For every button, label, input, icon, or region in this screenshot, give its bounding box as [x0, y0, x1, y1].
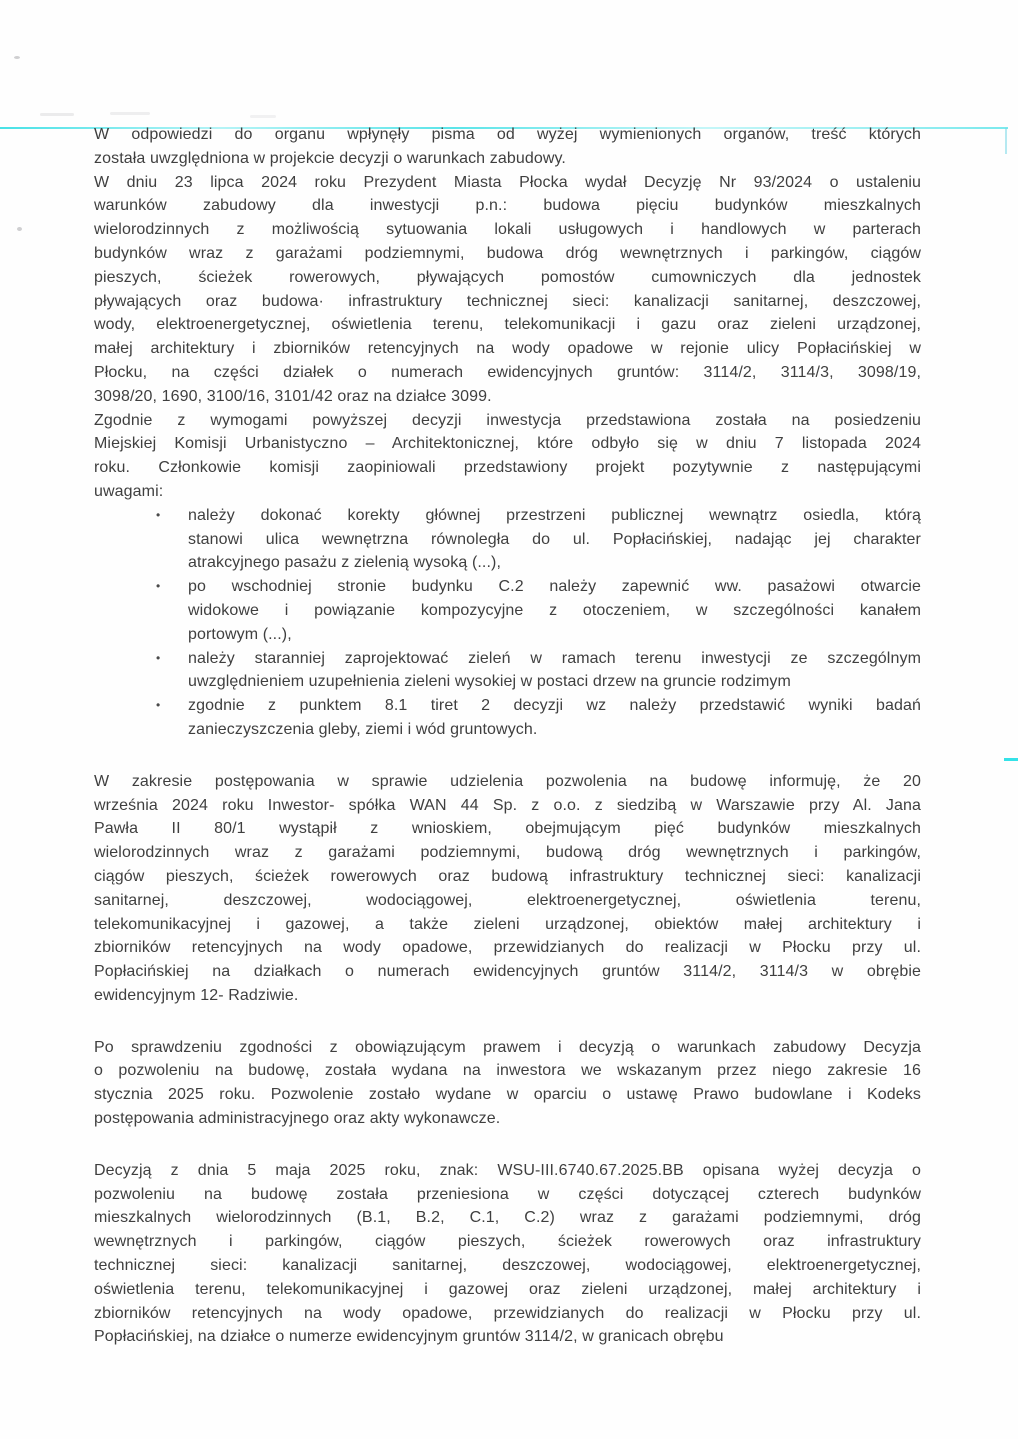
text-line: pieszych, ścieżek rowerowych, pływających pomostów cumowniczych dla jednostek	[94, 268, 921, 286]
text-line: Popłacińskiej, na działce o numerze ewidencyjnym gruntów 3114/2, w granicach obrębu	[94, 1328, 724, 1346]
bullet-text	[188, 575, 921, 646]
bullet-text	[188, 647, 921, 695]
text-line: została uwzględniona w projekcie decyzji o warunkach zabudowy.	[94, 149, 566, 167]
para-response-letters	[94, 123, 921, 171]
text-line: warunków zabudowy dla inwestycji p.n.: budowa pięciu budynków mieszkalnych	[94, 197, 921, 215]
scan-cyan-dash	[1004, 758, 1018, 761]
text-line: po wschodniej stronie budynku C.2 należy zapewnić ww. pasażowi otwarcie	[188, 578, 921, 596]
text-line: uwzględnieniem uzupełnienia zieleni wysokiej w postaci drzew na gruncie rodzimym	[188, 673, 791, 691]
bullet-item	[94, 504, 921, 575]
text-line: Decyzją z dnia 5 maja 2025 roku, znak: WSU-III.6740.67.2025.BB opisana wyżej decyzja o	[94, 1161, 921, 1179]
para-decision-93-2024	[94, 171, 921, 409]
text-line: Pawła II 80/1 wystąpił z wnioskiem, obejmującym pięć budynków mieszkalnych	[94, 820, 921, 838]
text-line: W dniu 23 lipca 2024 roku Prezydent Miasta Płocka wydał Decyzję Nr 93/2024 o ustaleniu	[94, 173, 921, 191]
para-urban-commission	[94, 409, 921, 504]
bullet-item	[94, 575, 921, 646]
text-line: września 2024 roku Inwestor- spółka WAN 44 Sp. z o.o. z siedzibą w Warszawie przy Al. Jana	[94, 796, 921, 814]
text-line: postępowania administracyjnego oraz akty wykonawcze.	[94, 1110, 501, 1128]
text-line: pływających oraz budowa· infrastruktury technicznej sieci: kanalizacji sanitarnej, deszczowej,	[94, 292, 921, 310]
bullet-item	[94, 694, 921, 742]
document-body	[94, 123, 921, 1349]
text-line: małej architektury i zbiorników retencyjnych na wody opadowe w rejonie ulicy Popłacińskiej w	[94, 340, 921, 358]
text-line: oświetlenia terenu, telekomunikacyjnej i gazowej oraz zieleni urządzonej, małej architektury i	[94, 1280, 921, 1298]
text-line: mieszkalnych wielorodzinnych (B.1, B.2, C.1, C.2) wraz z garażami podziemnymi, dróg	[94, 1209, 921, 1227]
text-line: należy dokonać korekty głównej przestrzeni publicznej wewnątrz osiedla, którą	[188, 506, 921, 524]
text-line: należy staranniej zaprojektować zieleń w ramach terenu inwestycji ze szczególnym	[188, 649, 921, 667]
text-line: atrakcyjnego pasażu z zielenią wysoką (...),	[188, 554, 501, 572]
text-line: wewnętrznych i parkingów, ciągów pieszych, ścieżek rowerowych oraz infrastruktury	[94, 1233, 921, 1251]
bullet-dot-icon: •	[156, 507, 161, 522]
scan-cyan-vertical-tick	[1005, 128, 1007, 154]
text-line: uwagami:	[94, 482, 164, 500]
text-line: W zakresie postępowania w sprawie udzielenia pozwolenia na budowę informuję, że 20	[94, 772, 921, 790]
para-decision-transfer	[94, 1159, 921, 1349]
scan-speck	[17, 227, 22, 231]
text-line: widokowe i powiązanie kompozycyjne z otoczeniem, w szczególności kanałem	[188, 601, 921, 619]
text-line: W odpowiedzi do organu wpłynęły pisma od wyżej wymienionych organów, treść których	[94, 126, 921, 143]
bullet-dot-icon: •	[156, 650, 161, 665]
bullet-item	[94, 647, 921, 695]
text-line: 3098/20, 1690, 3100/16, 3101/42 oraz na działce 3099.	[94, 387, 492, 405]
para-building-permit-application	[94, 770, 921, 1008]
text-line: stanowi ulica wewnętrzna równoległa do ul. Popłacińskiej, nadając jej charakter	[188, 530, 921, 548]
text-line: wody, elektroenergetycznej, oświetlenia terenu, telekomunikacji i gazu oraz zieleni urządzonej,	[94, 316, 921, 334]
bullet-text	[188, 694, 921, 742]
text-line: zgodnie z punktem 8.1 tiret 2 decyzji wz należy przedstawić wyniki badań	[188, 697, 921, 715]
text-line: stycznia 2025 roku. Pozwolenie zostało wydane w oparciu o ustawę Prawo budowlane i Kodeks	[94, 1086, 921, 1104]
text-line: o pozwoleniu na budowę, została wydana na inwestora we wskazanym przez niego zakresie 16	[94, 1062, 921, 1080]
text-line: budynków wraz z garażami podziemnymi, budowa dróg wewnętrznych i parkingów, ciągów	[94, 244, 921, 262]
scan-smudge	[110, 112, 150, 115]
bullet-dot-icon: •	[156, 579, 161, 594]
bullet-dot-icon: •	[156, 698, 161, 713]
scan-speck	[14, 56, 20, 59]
text-line: Popłacińskiej na działkach o numerach ewidencyjnych gruntów 3114/2, 3114/3 w obrębie	[94, 963, 921, 981]
text-line: telekomunikacyjnej i gazowej, a także zieleni urządzonej, obiektów małej architektury i	[94, 915, 921, 933]
text-line: portowym (...),	[188, 625, 292, 643]
text-line: Po sprawdzeniu zgodności z obowiązującym prawem i decyzją o warunkach zabudowy Decyzja	[94, 1038, 921, 1056]
text-line: Płocku, na części działek o numerach ewidencyjnych gruntów: 3114/2, 3114/3, 3098/19,	[94, 363, 921, 381]
text-line: Zgodnie z wymogami powyższej decyzji inwestycja przedstawiona została na posiedzeniu	[94, 411, 921, 429]
text-line: ewidencyjnym 12- Radziwie.	[94, 986, 299, 1004]
text-line: Miejskiej Komisji Urbanistyczno – Architektonicznej, które odbyło się w dniu 7 listopada 2024	[94, 435, 921, 453]
text-line: wielorodzinnych z możliwością sytuowania lokali usługowych i handlowych w parterach	[94, 221, 921, 239]
text-line: zbiorników retencyjnych na wody opadowe, przewidzianych do realizacji w Płocku przy ul.	[94, 1304, 921, 1322]
scan-smudge	[250, 115, 276, 118]
text-line: technicznej sieci: kanalizacji sanitarnej, deszczowej, wodociągowej, elektroenergetycznej,	[94, 1257, 921, 1275]
commission-remarks-list	[94, 504, 921, 742]
scan-smudge	[40, 113, 74, 116]
text-line: roku. Członkowie komisji zaopiniowali przedstawiony projekt pozytywnie z następującymi	[94, 459, 921, 477]
text-line: zanieczyszczenia gleby, ziemi i wód gruntowych.	[188, 720, 538, 738]
text-line: wielorodzinnych wraz z garażami podziemnymi, budową dróg wewnętrznych i parkingów,	[94, 844, 921, 862]
text-line: pozwoleniu na budowę została przeniesiona w części dotyczącej czterech budynków	[94, 1185, 921, 1203]
text-line: zbiorników retencyjnych na wody opadowe, przewidzianych do realizacji w Płocku przy ul.	[94, 939, 921, 957]
text-line: sanitarnej, deszczowej, wodociągowej, elektroenergetycznej, oświetlenia terenu,	[94, 891, 921, 909]
para-permit-issued	[94, 1036, 921, 1131]
bullet-text	[188, 504, 921, 575]
text-line: ciągów pieszych, ścieżek rowerowych oraz budową infrastruktury technicznej sieci: kanalizacji	[94, 867, 921, 885]
